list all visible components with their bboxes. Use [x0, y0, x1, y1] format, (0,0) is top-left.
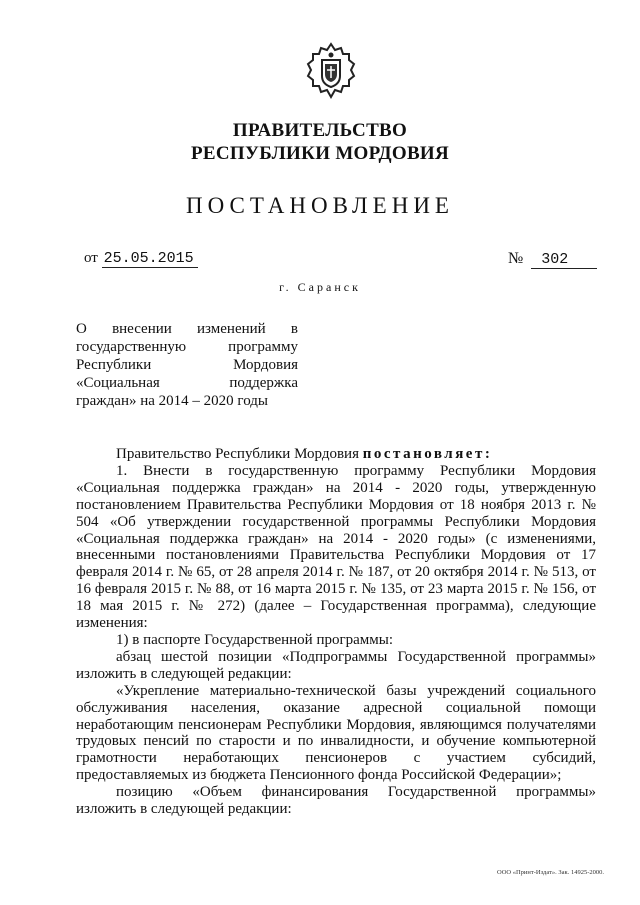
document-date	[84, 250, 198, 267]
subject-line: Республики Мордовия	[76, 357, 298, 373]
body-paragraph: «Укрепление материально-технической базы учреждений социального обслуживания населения, оказание адресной социальной помощи неработающим пенсионерам Республики Мордовия, являющимся получателями трудовых пенсий по старости и по инвалидности, и обучение компьютерной грамотности неработающих пенсионеров с участием субсидий, предоставляемых из бюджета Пенсионного фонда Российской Федерации»;	[76, 682, 596, 784]
intro-text: Правительство Республики Мордовия	[116, 446, 363, 462]
document-subject	[76, 320, 298, 410]
subject-line: граждан» на 2014 – 2020 годы	[76, 393, 268, 409]
document-type-title: ПОСТАНОВЛЕНИЕ	[186, 193, 454, 218]
body-paragraph: 1. Внести в государственную программу Республики Мордовия «Социальная поддержка граждан» на 2014 - 2020 годы, утвержденную постановлением Правительства Республики Мордовия от 18 ноября 2013 г. № 504 «Об утверждении государственной программы Республики Мордовия «Социальная поддержка граждан» на 2014 - 2020 годы» (с изменениями, внесенными постановлениями Правительства Республики Мордовия от 17 февраля 2014 г. № 65, от 28 апреля 2014 г. № 187, от 20 октября 2014 г. № 513, от 16 февраля 2015 г. № 88, от 16 марта 2015 г. № 135, от 23 марта 2015 г. № 156, от 18 мая 2015 г. № 272) (далее – Государственная программа), следующие изменения:	[76, 462, 596, 632]
body-paragraph: абзац шестой позиции «Подпрограммы Государственной программы» изложить в следующей редакции:	[76, 648, 596, 682]
print-footer: ООО «Принт-Издат». Зак. 14925-2000.	[497, 869, 604, 876]
body-paragraph: 1) в паспорте Государственной программы:	[116, 631, 394, 648]
body-paragraph: позицию «Объем финансирования Государственной программы» изложить в следующей редакции:	[76, 784, 596, 818]
intro-paragraph	[76, 446, 596, 463]
government-title: ПРАВИТЕЛЬСТВО	[232, 120, 408, 141]
coat-of-arms-emblem	[305, 42, 357, 100]
subject-line: «Социальная поддержка	[76, 375, 298, 391]
number-value: 302	[531, 251, 597, 269]
date-value: 25.05.2015	[102, 250, 198, 268]
document-number	[508, 250, 597, 269]
city-label: г. Саранск	[279, 280, 361, 294]
subject-line: О внесении изменений в	[76, 321, 298, 337]
subject-line: государственную программу	[76, 339, 298, 355]
republic-title: РЕСПУБЛИКИ МОРДОВИЯ	[190, 143, 450, 164]
number-sign: №	[508, 250, 524, 267]
decree-keyword: постановляет:	[362, 446, 493, 462]
date-prefix: от	[84, 250, 98, 266]
document-body	[76, 446, 596, 818]
